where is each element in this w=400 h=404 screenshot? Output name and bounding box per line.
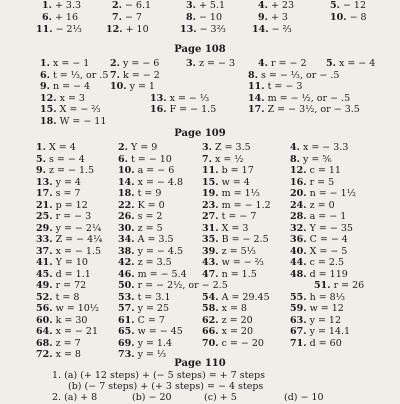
answer-item: 14. m = − ½, or − .5	[248, 92, 351, 104]
answer-item: 14. x = − 4.8	[118, 176, 184, 188]
answer-item: 18. W = − 11	[40, 115, 107, 127]
answer-item: 7. x = ½	[202, 153, 244, 165]
answer-item: 18. t = 9	[118, 188, 162, 199]
answer-item: 8. − 10	[186, 12, 223, 23]
answer-item: 5. x = − 4	[326, 58, 376, 69]
answer-item: 3. Z = 3.5	[202, 142, 251, 153]
answer-item: 9. n = − 4	[40, 81, 91, 92]
answer-item: 13. y = 4	[36, 176, 81, 188]
answer-item: 2. − 6.1	[112, 0, 152, 11]
answer-item: 50. r = − 2½, or − 2.5	[118, 280, 228, 291]
answer-item: (b) − 20	[132, 392, 172, 403]
answer-item: (c) + 5	[204, 392, 237, 403]
answer-item: 51. r = 26	[314, 280, 365, 291]
answer-row	[0, 188, 400, 200]
answer-row	[0, 257, 400, 269]
answer-item: 64. x = − 21	[36, 326, 98, 337]
answer-item: (d) − 10	[284, 392, 324, 403]
answer-item: 6. t = ⅓, or .5	[40, 69, 109, 81]
answer-item: 52. t = 8	[36, 291, 80, 303]
answer-row	[0, 326, 400, 338]
answer-item: 37. x = − 1.5	[36, 245, 102, 257]
answer-row	[0, 223, 400, 235]
answer-item: 36. C = − 4	[290, 234, 348, 245]
answer-item: 4. x = − 3.3	[290, 142, 349, 153]
answer-item: 12. c = 11	[290, 165, 341, 176]
answer-item: 14. − ⅔	[252, 24, 292, 35]
answer-item: 41. Y = 10	[36, 257, 88, 268]
answer-row	[0, 142, 400, 154]
answer-item: 6. t = − 10	[118, 153, 172, 165]
answer-item: 27. t = − 7	[202, 211, 257, 222]
answer-row	[0, 211, 400, 223]
answer-item: 48. d = 119	[290, 268, 348, 280]
answer-line: (b) (− 7 steps) + (+ 3 steps) = − 4 steps	[68, 381, 264, 392]
answer-item: 26. s = 2	[118, 211, 163, 222]
answer-item: 39. z = 5⅓	[202, 245, 256, 257]
answer-item: 17. s = 7	[36, 188, 81, 199]
answer-item: 54. A = 29.45	[202, 291, 270, 303]
answer-item: 62. z = 20	[202, 314, 253, 326]
answer-item: 13. − 3⅔	[180, 24, 226, 35]
answer-item: 6. + 16	[42, 12, 79, 23]
answer-row	[0, 292, 400, 304]
answer-item: 43. w = − ⅔	[202, 257, 264, 268]
answer-row	[0, 81, 400, 93]
answer-item: 1. + 3.3	[42, 0, 82, 11]
answer-item: 2. y = − 6	[110, 58, 160, 69]
answer-item: 68. z = 7	[36, 337, 81, 349]
answer-item: 16. F = − 1.5	[150, 104, 217, 115]
answer-item: 17. Z = − 3½, or − 3.5	[248, 104, 360, 115]
answer-row	[0, 116, 400, 128]
answer-line: 1. (a) (+ 12 steps) + (− 5 steps) = + 7 steps	[52, 370, 265, 381]
answer-item: 35. B = − 2.5	[202, 234, 269, 245]
answer-item: 61. C = 7	[118, 314, 165, 326]
answer-row	[0, 338, 400, 350]
answer-item: 71. d = 60	[290, 337, 342, 349]
answer-row	[0, 315, 400, 327]
answer-row	[0, 154, 400, 166]
section-heading-page-110: Page 110	[174, 358, 226, 369]
answer-item: 5. s = − 4	[36, 153, 85, 165]
answer-item: 4. r = − 2	[258, 58, 307, 69]
answer-item: 73. y = ⅓	[118, 349, 167, 360]
answer-row	[0, 70, 400, 82]
answer-item: 10. y = 1	[110, 81, 155, 92]
answer-item: 2. Y = 9	[118, 142, 158, 153]
answer-item: 67. y = 14.1	[290, 326, 351, 337]
answer-item: 57. y = 25	[118, 303, 170, 314]
answer-item: 53. t = 3.1	[118, 291, 171, 303]
answer-item: 59. w = 12	[290, 303, 344, 314]
answer-item: 19. m = 1⅓	[202, 188, 260, 199]
section-heading-page-108: Page 108	[174, 44, 226, 55]
answer-item: 66. x = 20	[202, 326, 254, 337]
answer-row	[0, 104, 400, 116]
answer-item: 30. z = 5	[118, 222, 163, 234]
answer-item: 20. n = − 1½	[290, 188, 356, 199]
answer-item: 49. r = 72	[36, 280, 87, 291]
answer-item: 40. X = − 5	[290, 245, 348, 257]
answer-item: 56. w = 10½	[36, 303, 99, 314]
answer-item: 47. n = 1.5	[202, 268, 257, 280]
answer-item: 11. t = − 3	[248, 81, 303, 92]
answer-item: 69. y = 1.4	[118, 337, 173, 349]
answer-item: 3. + 5.1	[186, 0, 226, 11]
answer-row	[0, 269, 400, 281]
answer-item: 12. + 10	[106, 24, 149, 35]
answer-item: 12. x = 3	[40, 92, 85, 104]
answer-row	[0, 200, 400, 212]
answer-item: 5. − 12	[330, 0, 367, 11]
section-heading-page-109: Page 109	[174, 128, 226, 139]
answer-item: 2. (a) + 8	[52, 392, 98, 403]
answer-item: 7. − 7	[112, 12, 142, 23]
answer-item: 22. K = 0	[118, 199, 165, 211]
answer-item: 63. y = 12	[290, 314, 342, 326]
answer-item: 9. + 3	[258, 12, 288, 23]
answer-row	[0, 280, 400, 292]
answer-item: 10. a = − 6	[118, 165, 175, 176]
answer-item: 33. Z = − 4¼	[36, 234, 103, 245]
answer-item: 15. w = 4	[202, 176, 250, 188]
answer-item: 65. w = − 45	[118, 326, 183, 337]
answer-row	[0, 246, 400, 258]
answer-item: 16. r = 5	[290, 176, 335, 188]
answer-row	[0, 165, 400, 177]
answer-item: 55. h = 8⅓	[290, 291, 345, 303]
answer-item: 25. r = − 3	[36, 211, 92, 222]
answer-item: 21. p = 12	[36, 199, 88, 211]
answer-item: 1. x = − 1	[40, 58, 90, 69]
answer-item: 46. m = − 5.4	[118, 268, 187, 280]
answer-row	[0, 177, 400, 189]
answer-row-top-2	[0, 12, 400, 24]
answer-item: 13. x = − ⅓	[150, 92, 210, 104]
answer-item: 70. c = − 20	[202, 337, 264, 349]
answer-item: 32. Y = − 35	[290, 222, 353, 234]
answer-row	[0, 234, 400, 246]
answer-item: 4. + 23	[258, 0, 295, 11]
answer-item: 8. y = ⅚	[290, 153, 332, 165]
answer-item: 72. x = 8	[36, 349, 81, 360]
answer-item: 23. m = − 1.2	[202, 199, 271, 211]
answer-item: 8. s = − ⅓, or − .5	[248, 69, 340, 81]
answer-item: 11. − 2⅓	[36, 24, 82, 35]
answer-item: 38. y = − 4.5	[118, 245, 184, 257]
answer-row	[0, 93, 400, 105]
answer-item: 11. b = 17	[202, 165, 254, 176]
answer-item: 15. X = − ⅔	[40, 104, 101, 115]
answer-item: 45. d = 1.1	[36, 268, 91, 280]
answer-row	[0, 392, 400, 404]
answer-item: 60. k = 30	[36, 314, 88, 326]
answer-item: 9. z = − 1.5	[36, 165, 95, 176]
answer-row	[0, 58, 400, 70]
answer-item: 58. x = 8	[202, 303, 247, 314]
answer-item: 1. X = 4	[36, 142, 76, 153]
answer-row-top-1	[0, 0, 400, 12]
answer-row-top-3	[0, 24, 400, 36]
answer-item: 10. − 8	[330, 12, 367, 23]
answer-item: 34. A = 3.5	[118, 234, 174, 245]
answer-row	[0, 303, 400, 315]
answer-item: 29. y = − 2¼	[36, 222, 102, 234]
answer-item: 28. a = − 1	[290, 211, 347, 222]
answer-item: 3. z = − 3	[186, 58, 235, 69]
answer-item: 7. k = − 2	[110, 69, 160, 81]
answer-item: 42. z = 3.5	[118, 257, 172, 268]
answer-item: 31. X = 3	[202, 222, 249, 234]
answer-item: 24. z = 0	[290, 199, 335, 211]
answer-item: 44. c = 2.5	[290, 257, 344, 268]
